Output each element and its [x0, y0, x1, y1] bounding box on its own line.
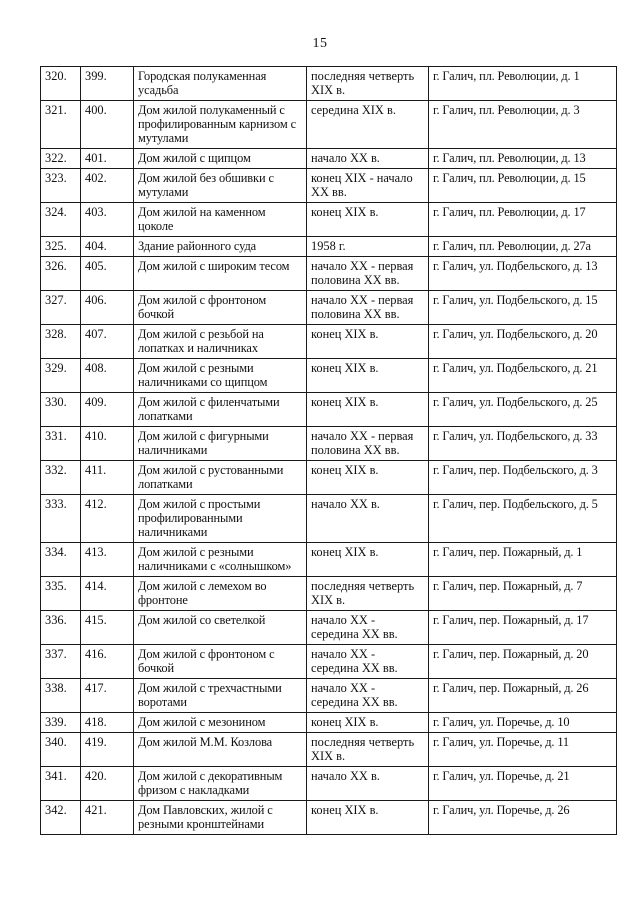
address-cell: г. Галич, ул. Поречье, д. 11 — [429, 733, 617, 767]
row-number-cell: 328. — [41, 325, 81, 359]
address-cell: г. Галич, ул. Подбельского, д. 20 — [429, 325, 617, 359]
row-number-cell: 323. — [41, 169, 81, 203]
address-cell: г. Галич, ул. Поречье, д. 10 — [429, 713, 617, 733]
address-cell: г. Галич, пл. Революции, д. 15 — [429, 169, 617, 203]
dating-cell: конец XIX в. — [307, 325, 429, 359]
table-row — [41, 543, 617, 577]
row-number-cell: 326. — [41, 257, 81, 291]
row-number-cell: 321. — [41, 101, 81, 149]
dating-cell: начало XX - первая половина XX вв. — [307, 427, 429, 461]
object-name-cell: Дом жилой М.М. Козлова — [134, 733, 307, 767]
table-row — [41, 495, 617, 543]
address-cell: г. Галич, ул. Поречье, д. 26 — [429, 801, 617, 835]
registry-number-cell: 401. — [81, 149, 134, 169]
dating-cell: начало XX - середина XX вв. — [307, 679, 429, 713]
row-number-cell: 329. — [41, 359, 81, 393]
address-cell: г. Галич, пер. Подбельского, д. 5 — [429, 495, 617, 543]
object-name-cell: Дом жилой с фигурными наличниками — [134, 427, 307, 461]
dating-cell: середина XIX в. — [307, 101, 429, 149]
address-cell: г. Галич, ул. Поречье, д. 21 — [429, 767, 617, 801]
address-cell: г. Галич, пл. Революции, д. 27а — [429, 237, 617, 257]
object-name-cell: Дом жилой с резными наличниками с «солнышком» — [134, 543, 307, 577]
address-cell: г. Галич, пер. Пожарный, д. 26 — [429, 679, 617, 713]
registry-number-cell: 417. — [81, 679, 134, 713]
registry-number-cell: 419. — [81, 733, 134, 767]
registry-number-cell: 402. — [81, 169, 134, 203]
dating-cell: конец XIX в. — [307, 801, 429, 835]
dating-cell: последняя четверть XIX в. — [307, 67, 429, 101]
row-number-cell: 330. — [41, 393, 81, 427]
table-row — [41, 325, 617, 359]
row-number-cell: 337. — [41, 645, 81, 679]
address-cell: г. Галич, ул. Подбельского, д. 21 — [429, 359, 617, 393]
address-cell: г. Галич, пл. Революции, д. 13 — [429, 149, 617, 169]
dating-cell: начало XX в. — [307, 495, 429, 543]
registry-number-cell: 403. — [81, 203, 134, 237]
row-number-cell: 340. — [41, 733, 81, 767]
registry-number-cell: 415. — [81, 611, 134, 645]
object-name-cell: Дом жилой с щипцом — [134, 149, 307, 169]
registry-number-cell: 412. — [81, 495, 134, 543]
object-name-cell: Дом жилой с резными наличниками со щипцом — [134, 359, 307, 393]
row-number-cell: 339. — [41, 713, 81, 733]
table-row — [41, 291, 617, 325]
object-name-cell: Дом жилой с простыми профилированными наличниками — [134, 495, 307, 543]
object-name-cell: Дом жилой без обшивки с мутулами — [134, 169, 307, 203]
table-row — [41, 801, 617, 835]
object-name-cell: Дом жилой с лемехом во фронтоне — [134, 577, 307, 611]
registry-number-cell: 405. — [81, 257, 134, 291]
address-cell: г. Галич, ул. Подбельского, д. 13 — [429, 257, 617, 291]
object-name-cell: Городская полукаменная усадьба — [134, 67, 307, 101]
registry-number-cell: 400. — [81, 101, 134, 149]
dating-cell: конец XIX в. — [307, 713, 429, 733]
registry-number-cell: 416. — [81, 645, 134, 679]
object-name-cell: Дом жилой с фронтоном с бочкой — [134, 645, 307, 679]
table-row — [41, 359, 617, 393]
dating-cell: начало XX в. — [307, 149, 429, 169]
row-number-cell: 324. — [41, 203, 81, 237]
registry-number-cell: 407. — [81, 325, 134, 359]
dating-cell: конец XIX в. — [307, 461, 429, 495]
row-number-cell: 342. — [41, 801, 81, 835]
registry-number-cell: 414. — [81, 577, 134, 611]
object-name-cell: Дом жилой на каменном цоколе — [134, 203, 307, 237]
dating-cell: конец XIX в. — [307, 393, 429, 427]
dating-cell: последняя четверть XIX в. — [307, 733, 429, 767]
row-number-cell: 332. — [41, 461, 81, 495]
registry-number-cell: 399. — [81, 67, 134, 101]
table-row — [41, 461, 617, 495]
object-name-cell: Дом жилой с мезонином — [134, 713, 307, 733]
dating-cell: начало XX - первая половина XX вв. — [307, 257, 429, 291]
row-number-cell: 322. — [41, 149, 81, 169]
table-row — [41, 679, 617, 713]
table-row — [41, 767, 617, 801]
object-name-cell: Дом жилой с декоративным фризом с накладками — [134, 767, 307, 801]
row-number-cell: 335. — [41, 577, 81, 611]
dating-cell: начало XX - середина XX вв. — [307, 611, 429, 645]
address-cell: г. Галич, пл. Революции, д. 3 — [429, 101, 617, 149]
address-cell: г. Галич, пер. Пожарный, д. 17 — [429, 611, 617, 645]
registry-number-cell: 418. — [81, 713, 134, 733]
table-row — [41, 237, 617, 257]
table-row — [41, 577, 617, 611]
table-row — [41, 733, 617, 767]
row-number-cell: 333. — [41, 495, 81, 543]
registry-number-cell: 408. — [81, 359, 134, 393]
row-number-cell: 338. — [41, 679, 81, 713]
address-cell: г. Галич, пер. Пожарный, д. 20 — [429, 645, 617, 679]
dating-cell: последняя четверть XIX в. — [307, 577, 429, 611]
object-name-cell: Дом жилой полукаменный с профилированным карнизом с мутулами — [134, 101, 307, 149]
table-row — [41, 611, 617, 645]
registry-number-cell: 421. — [81, 801, 134, 835]
table-row — [41, 101, 617, 149]
table-row — [41, 393, 617, 427]
row-number-cell: 334. — [41, 543, 81, 577]
dating-cell: начало XX - первая половина XX вв. — [307, 291, 429, 325]
address-cell: г. Галич, пер. Пожарный, д. 1 — [429, 543, 617, 577]
table-row — [41, 257, 617, 291]
table-row — [41, 427, 617, 461]
row-number-cell: 325. — [41, 237, 81, 257]
registry-number-cell: 420. — [81, 767, 134, 801]
table-row — [41, 149, 617, 169]
registry-number-cell: 406. — [81, 291, 134, 325]
row-number-cell: 336. — [41, 611, 81, 645]
registry-number-cell: 409. — [81, 393, 134, 427]
object-name-cell: Дом жилой с трехчастными воротами — [134, 679, 307, 713]
registry-number-cell: 410. — [81, 427, 134, 461]
address-cell: г. Галич, пер. Подбельского, д. 3 — [429, 461, 617, 495]
row-number-cell: 320. — [41, 67, 81, 101]
table-body — [41, 67, 617, 835]
address-cell: г. Галич, ул. Подбельского, д. 25 — [429, 393, 617, 427]
dating-cell: конец XIX - начало XX вв. — [307, 169, 429, 203]
table-row — [41, 169, 617, 203]
table-row — [41, 713, 617, 733]
row-number-cell: 331. — [41, 427, 81, 461]
object-name-cell: Дом жилой с рустованными лопатками — [134, 461, 307, 495]
object-name-cell: Дом жилой с филенчатыми лопатками — [134, 393, 307, 427]
page-number: 15 — [312, 36, 328, 51]
registry-number-cell: 411. — [81, 461, 134, 495]
object-name-cell: Дом жилой со светелкой — [134, 611, 307, 645]
object-name-cell: Дом жилой с резьбой на лопатках и наличниках — [134, 325, 307, 359]
heritage-registry-table — [40, 66, 617, 835]
dating-cell: начало XX - середина XX вв. — [307, 645, 429, 679]
row-number-cell: 341. — [41, 767, 81, 801]
address-cell: г. Галич, ул. Подбельского, д. 15 — [429, 291, 617, 325]
table-row — [41, 203, 617, 237]
row-number-cell: 327. — [41, 291, 81, 325]
dating-cell: конец XIX в. — [307, 203, 429, 237]
object-name-cell: Дом жилой с фронтоном бочкой — [134, 291, 307, 325]
object-name-cell: Дом Павловских, жилой с резными кронштейнами — [134, 801, 307, 835]
dating-cell: 1958 г. — [307, 237, 429, 257]
address-cell: г. Галич, пл. Революции, д. 17 — [429, 203, 617, 237]
table-row — [41, 67, 617, 101]
dating-cell: начало XX в. — [307, 767, 429, 801]
registry-number-cell: 404. — [81, 237, 134, 257]
object-name-cell: Дом жилой с широким тесом — [134, 257, 307, 291]
object-name-cell: Здание районного суда — [134, 237, 307, 257]
dating-cell: конец XIX в. — [307, 543, 429, 577]
address-cell: г. Галич, пл. Революции, д. 1 — [429, 67, 617, 101]
table-row — [41, 645, 617, 679]
address-cell: г. Галич, ул. Подбельского, д. 33 — [429, 427, 617, 461]
dating-cell: конец XIX в. — [307, 359, 429, 393]
registry-number-cell: 413. — [81, 543, 134, 577]
address-cell: г. Галич, пер. Пожарный, д. 7 — [429, 577, 617, 611]
